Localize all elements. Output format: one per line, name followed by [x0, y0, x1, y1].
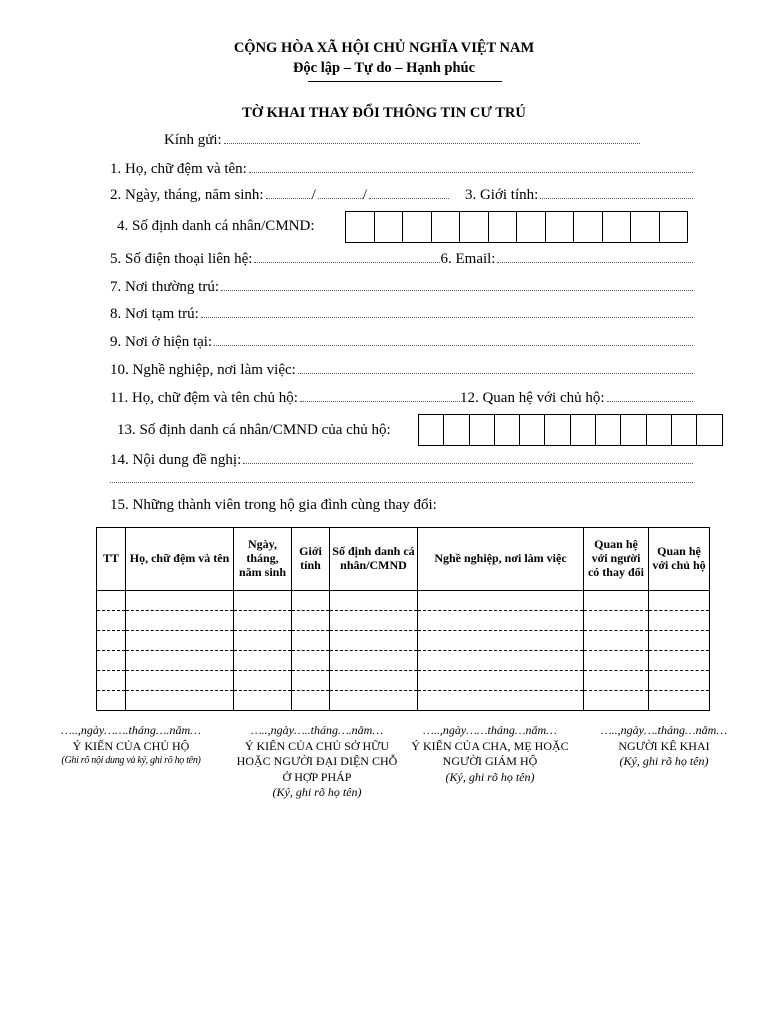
table-cell[interactable] — [649, 611, 710, 631]
column-header: Giới tính — [292, 528, 330, 591]
signature-owner — [236, 723, 398, 801]
table-cell[interactable] — [584, 671, 649, 691]
gender-field[interactable] — [540, 197, 693, 199]
members-table — [96, 527, 710, 711]
members-heading: 15. Những thành viên trong hộ gia đình cùng thay đổi: — [110, 497, 437, 513]
id-digit-box[interactable] — [403, 211, 432, 243]
table-cell[interactable] — [649, 631, 710, 651]
table-cell[interactable] — [418, 691, 584, 711]
permanent-residence-line[interactable] — [110, 279, 693, 296]
head-of-household-name-label: 11. Họ, chữ đệm và tên chủ hộ: — [110, 390, 298, 406]
household-id-boxes[interactable] — [418, 414, 723, 446]
birth-day-field[interactable] — [266, 197, 312, 199]
id-digit-box[interactable] — [346, 211, 375, 243]
signature-note: (Ký, ghi rõ họ tên) — [445, 769, 535, 784]
id-digit-box[interactable] — [621, 414, 646, 446]
birth-year-field[interactable] — [369, 197, 449, 199]
table-cell[interactable] — [330, 671, 418, 691]
head-of-household-name-field[interactable] — [300, 400, 460, 402]
table-cell[interactable] — [584, 651, 649, 671]
table-cell[interactable] — [292, 651, 330, 671]
table-cell[interactable] — [330, 591, 418, 611]
signature-caption: Ý KIẾN CỦA CHA, MẸ HOẶC NGƯỜI GIÁM HỘ — [411, 738, 569, 769]
phone-field[interactable] — [254, 261, 440, 263]
column-header: TT — [97, 528, 126, 591]
table-cell[interactable] — [234, 631, 292, 651]
permanent-residence-field[interactable] — [221, 289, 693, 291]
table-cell[interactable] — [97, 691, 126, 711]
signature-declarant — [584, 723, 744, 770]
table-cell[interactable] — [292, 691, 330, 711]
table-cell[interactable] — [418, 611, 584, 631]
full-name-line[interactable] — [110, 161, 693, 178]
table-cell[interactable] — [126, 611, 234, 631]
recipient-line[interactable] — [164, 132, 640, 149]
table-cell[interactable] — [126, 651, 234, 671]
table-cell[interactable] — [584, 591, 649, 611]
birth-gender-line — [110, 187, 693, 204]
request-content-line[interactable] — [110, 452, 693, 469]
id-digit-box[interactable] — [647, 414, 672, 446]
id-digit-box[interactable] — [603, 211, 632, 243]
request-content-label: 14. Nội dung đề nghị: — [110, 452, 242, 468]
table-cell[interactable] — [126, 671, 234, 691]
signature-date: …..,ngày…..tháng….năm… — [250, 723, 383, 737]
table-cell[interactable] — [330, 691, 418, 711]
phone-label: 5. Số điện thoại liên hệ: — [110, 251, 253, 267]
table-cell[interactable] — [97, 631, 126, 651]
table-cell[interactable] — [234, 691, 292, 711]
column-header: Nghề nghiệp, nơi làm việc — [418, 528, 584, 591]
occupation-field[interactable] — [298, 372, 693, 374]
table-cell[interactable] — [97, 671, 126, 691]
household-id-line — [117, 422, 391, 439]
signature-date: …..,ngày….tháng…năm… — [600, 723, 727, 737]
signature-date: …..,ngày…….tháng….năm… — [61, 723, 201, 737]
id-digit-box[interactable] — [517, 211, 546, 243]
id-digit-box[interactable] — [697, 414, 722, 446]
personal-id-label: 4. Số định danh cá nhân/CMND: — [117, 218, 315, 234]
date-separator: / — [311, 187, 316, 203]
id-digit-box[interactable] — [574, 211, 603, 243]
full-name-label: 1. Họ, chữ đệm và tên: — [110, 161, 247, 177]
table-cell[interactable] — [126, 691, 234, 711]
id-digit-box[interactable] — [520, 414, 545, 446]
id-digit-box[interactable] — [660, 211, 689, 243]
column-header: Quan hệ với người có thay đổi — [584, 528, 649, 591]
table-cell[interactable] — [234, 591, 292, 611]
table-cell[interactable] — [330, 651, 418, 671]
temporary-residence-line[interactable] — [110, 306, 693, 323]
signature-note: (Ký, ghi rõ họ tên) — [272, 785, 362, 800]
id-digit-box[interactable] — [631, 211, 660, 243]
occupation-line[interactable] — [110, 362, 693, 379]
table-cell[interactable] — [330, 631, 418, 651]
id-digit-box[interactable] — [545, 414, 570, 446]
birth-month-field[interactable] — [318, 197, 363, 199]
table-cell[interactable] — [584, 691, 649, 711]
id-digit-box[interactable] — [596, 414, 621, 446]
table-cell[interactable] — [292, 671, 330, 691]
column-header: Quan hệ với chủ hộ — [649, 528, 710, 591]
recipient-label: Kính gửi: — [164, 132, 222, 148]
phone-email-line — [110, 251, 693, 268]
current-residence-line[interactable] — [110, 334, 693, 351]
id-digit-box[interactable] — [432, 211, 461, 243]
table-cell[interactable] — [584, 631, 649, 651]
email-label: 6. Email: — [440, 251, 496, 267]
nation-header: CỘNG HÒA XÃ HỘI CHỦ NGHĨA VIỆT NAM — [233, 40, 535, 56]
table-row — [97, 591, 710, 611]
table-row — [97, 651, 710, 671]
occupation-label: 10. Nghề nghiệp, nơi làm việc: — [110, 362, 296, 378]
request-content-field[interactable] — [243, 462, 693, 464]
gender-label: 3. Giới tính: — [464, 187, 539, 203]
table-cell[interactable] — [649, 651, 710, 671]
column-header: Số định danh cá nhân/CMND — [330, 528, 418, 591]
request-content-field-line2[interactable] — [110, 482, 693, 483]
motto-header: Độc lập – Tự do – Hạnh phúc — [292, 60, 476, 76]
table-cell[interactable] — [330, 611, 418, 631]
id-digit-box[interactable] — [495, 414, 520, 446]
table-cell[interactable] — [97, 591, 126, 611]
signature-head-of-household — [40, 723, 222, 767]
signature-note: (Ký, ghi rõ họ tên) — [619, 754, 709, 769]
table-cell[interactable] — [126, 631, 234, 651]
column-header: Ngày, tháng, năm sinh — [234, 528, 292, 591]
id-digit-box[interactable] — [489, 211, 518, 243]
household-id-label: 13. Số định danh cá nhân/CMND của chủ hộ: — [117, 422, 391, 438]
table-cell[interactable] — [418, 631, 584, 651]
form-title: TỜ KHAI THAY ĐỔI THÔNG TIN CƯ TRÚ — [242, 105, 526, 121]
table-cell[interactable] — [234, 611, 292, 631]
id-digit-box[interactable] — [571, 414, 596, 446]
signature-date: …..,ngày……tháng…năm… — [423, 723, 557, 737]
head-of-household-line — [110, 390, 693, 407]
members-table-header-row — [97, 528, 710, 591]
signature-note: (Ghi rõ nội dung và ký, ghi rõ họ tên) — [61, 755, 201, 767]
signature-caption: Ý KIẾN CỦA CHỦ HỘ — [72, 738, 190, 753]
id-digit-box[interactable] — [470, 414, 495, 446]
date-separator: / — [362, 187, 367, 203]
signature-guardian — [408, 723, 572, 785]
table-row — [97, 611, 710, 631]
header-divider — [308, 81, 502, 82]
table-cell[interactable] — [97, 611, 126, 631]
temporary-residence-label: 8. Nơi tạm trú: — [110, 306, 199, 322]
personal-id-line — [117, 218, 314, 235]
table-row — [97, 691, 710, 711]
current-residence-label: 9. Nơi ở hiện tại: — [110, 334, 213, 350]
personal-id-boxes[interactable] — [345, 211, 688, 243]
id-digit-box[interactable] — [419, 414, 444, 446]
table-cell[interactable] — [234, 671, 292, 691]
recipient-field[interactable] — [224, 142, 640, 144]
table-cell[interactable] — [126, 591, 234, 611]
email-field[interactable] — [497, 261, 693, 263]
permanent-residence-label: 7. Nơi thường trú: — [110, 279, 219, 295]
temporary-residence-field[interactable] — [201, 316, 693, 318]
current-residence-field[interactable] — [214, 344, 693, 346]
table-cell[interactable] — [649, 691, 710, 711]
table-cell[interactable] — [418, 651, 584, 671]
table-cell[interactable] — [418, 591, 584, 611]
table-row — [97, 631, 710, 651]
id-digit-box[interactable] — [546, 211, 575, 243]
table-cell[interactable] — [234, 651, 292, 671]
table-cell[interactable] — [292, 611, 330, 631]
relationship-field[interactable] — [607, 400, 693, 402]
table-cell[interactable] — [584, 611, 649, 631]
id-digit-box[interactable] — [460, 211, 489, 243]
table-cell[interactable] — [418, 671, 584, 691]
signature-caption: Ý KIẾN CỦA CHỦ SỞ HỮU HOẶC NGƯỜI ĐẠI DIỆN CHỖ Ở HỢP PHÁP — [236, 738, 398, 784]
table-cell[interactable] — [649, 591, 710, 611]
id-digit-box[interactable] — [375, 211, 404, 243]
table-cell[interactable] — [97, 651, 126, 671]
birthdate-label: 2. Ngày, tháng, năm sinh: — [110, 187, 264, 203]
relationship-label: 12. Quan hệ với chủ hộ: — [459, 390, 605, 406]
id-digit-box[interactable] — [672, 414, 697, 446]
table-cell[interactable] — [649, 671, 710, 691]
members-heading-line — [110, 497, 437, 514]
signature-caption: NGƯỜI KÊ KHAI — [618, 738, 710, 753]
column-header: Họ, chữ đệm và tên — [126, 528, 234, 591]
table-cell[interactable] — [292, 631, 330, 651]
table-cell[interactable] — [292, 591, 330, 611]
full-name-field[interactable] — [249, 171, 693, 173]
table-row — [97, 671, 710, 691]
id-digit-box[interactable] — [444, 414, 469, 446]
